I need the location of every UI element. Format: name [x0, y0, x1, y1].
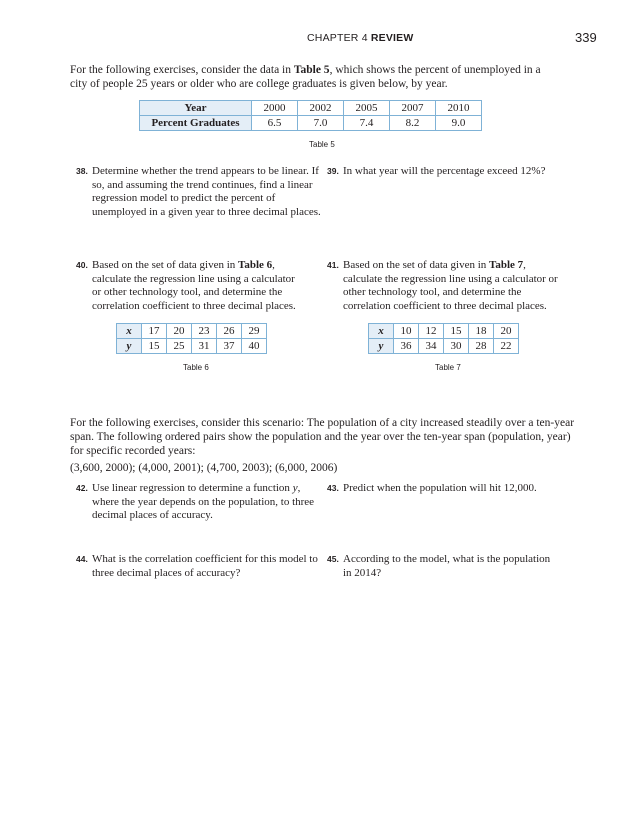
x-header: x: [369, 324, 394, 339]
table-cell: 15: [444, 324, 469, 339]
table-cell: 22: [494, 339, 519, 354]
table-cell: 20: [494, 324, 519, 339]
x-header: x: [117, 324, 142, 339]
table-cell: 17: [142, 324, 167, 339]
table-cell: 2002: [298, 101, 344, 116]
table-cell: 10: [394, 324, 419, 339]
exercise-number: 40.: [76, 260, 88, 270]
table-cell: 36: [394, 339, 419, 354]
table-row: [140, 101, 482, 116]
exercise-text-before: Based on the set of data given in: [343, 259, 490, 271]
table-5: [139, 100, 482, 131]
table7-reference: Table 7: [489, 259, 524, 271]
table-cell: 2010: [436, 101, 482, 116]
table6-caption: Table 6: [183, 363, 209, 372]
table6-reference: Table 6: [238, 259, 273, 271]
exercise-number: 38.: [76, 166, 88, 176]
table7-caption: Table 7: [435, 363, 461, 372]
table-cell: 2005: [344, 101, 390, 116]
table-row: [140, 116, 482, 131]
exercise-text-before: Use linear regression to determine a function: [92, 482, 293, 494]
table-cell: 40: [242, 339, 267, 354]
exercise-number: 43.: [327, 483, 339, 493]
exercise-text: Predict when the population will hit 12,000.: [343, 482, 537, 494]
exercise-number: 42.: [76, 483, 88, 493]
table-row: [369, 324, 519, 339]
table-cell: 25: [167, 339, 192, 354]
exercise-text: [92, 482, 320, 523]
table-cell: 20: [167, 324, 192, 339]
row-label-percent: Percent Graduates: [140, 116, 252, 131]
table-cell: 28: [469, 339, 494, 354]
chapter-header: [307, 32, 413, 44]
exercise-number: 39.: [327, 166, 339, 176]
row-label-year: Year: [140, 101, 252, 116]
exercise-text: In what year will the percentage exceed 12%?: [343, 165, 546, 177]
exercise-number: 41.: [327, 260, 339, 270]
table-cell: 30: [444, 339, 469, 354]
exercise-text: [92, 259, 300, 313]
exercise-number: 44.: [76, 554, 88, 564]
table-cell: 9.0: [436, 116, 482, 131]
chapter-label: CHAPTER 4: [307, 32, 368, 44]
exercise-text-after: , where the year depends on the population, to three decimal places of accuracy.: [92, 482, 315, 521]
table-cell: 6.5: [252, 116, 298, 131]
exercise-text-after: , calculate the regression line using a calculator or other technology tool, and determine the correlation coefficient to three decimal places.: [92, 259, 296, 312]
exercise-text: According to the model, what is the population in 2014?: [343, 553, 551, 579]
intro-paragraph-2: For the following exercises, consider this scenario: The population of a city increased steadily over a ten-year span. The following ordered pairs show the population and the year over the ten-year span (population, year) for specific recorded years:: [70, 417, 575, 457]
exercise-text: Determine whether the trend appears to be linear. If so, and assuming the trend continues, find a linear regression model to predict the percent of unemployed in a given year to three decimal places.: [92, 165, 321, 218]
table-cell: 26: [217, 324, 242, 339]
page-number: 339: [575, 30, 597, 45]
variable-y: y: [292, 482, 298, 494]
table-cell: 23: [192, 324, 217, 339]
y-header: y: [117, 339, 142, 354]
table-cell: 7.4: [344, 116, 390, 131]
exercise-number: 45.: [327, 554, 339, 564]
intro-paragraph-1: [70, 63, 560, 91]
intro1-text-before: For the following exercises, consider the data in: [70, 64, 294, 76]
section-label: REVIEW: [370, 32, 414, 44]
table-row: [117, 339, 267, 354]
table-row: [369, 339, 519, 354]
table-cell: 31: [192, 339, 217, 354]
table-cell: 29: [242, 324, 267, 339]
table5-caption: Table 5: [309, 140, 335, 149]
table-6: [116, 323, 267, 354]
table-cell: 15: [142, 339, 167, 354]
exercise-text: What is the correlation coefficient for this model to three decimal places of accuracy?: [92, 553, 318, 579]
ordered-pairs: (3,600, 2000); (4,000, 2001); (4,700, 2003); (6,000, 2006): [70, 462, 338, 474]
exercise-text: [343, 259, 563, 313]
table-cell: 12: [419, 324, 444, 339]
table-row: [117, 324, 267, 339]
table-cell: 2007: [390, 101, 436, 116]
table-cell: 37: [217, 339, 242, 354]
table-cell: 34: [419, 339, 444, 354]
table-cell: 8.2: [390, 116, 436, 131]
table-7: [368, 323, 519, 354]
table-cell: 2000: [252, 101, 298, 116]
intro1-text-after: , which shows the percent of unemployed in a city of people 25 years or older who are college graduates is given below, by year.: [70, 64, 541, 90]
exercise-text-after: , calculate the regression line using a calculator or other technology tool, and determine the correlation coefficient to three decimal places.: [343, 259, 558, 312]
table5-reference: Table 5: [293, 64, 330, 76]
table-cell: 7.0: [298, 116, 344, 131]
y-header: y: [369, 339, 394, 354]
exercise-text-before: Based on the set of data given in: [92, 259, 239, 271]
table-cell: 18: [469, 324, 494, 339]
